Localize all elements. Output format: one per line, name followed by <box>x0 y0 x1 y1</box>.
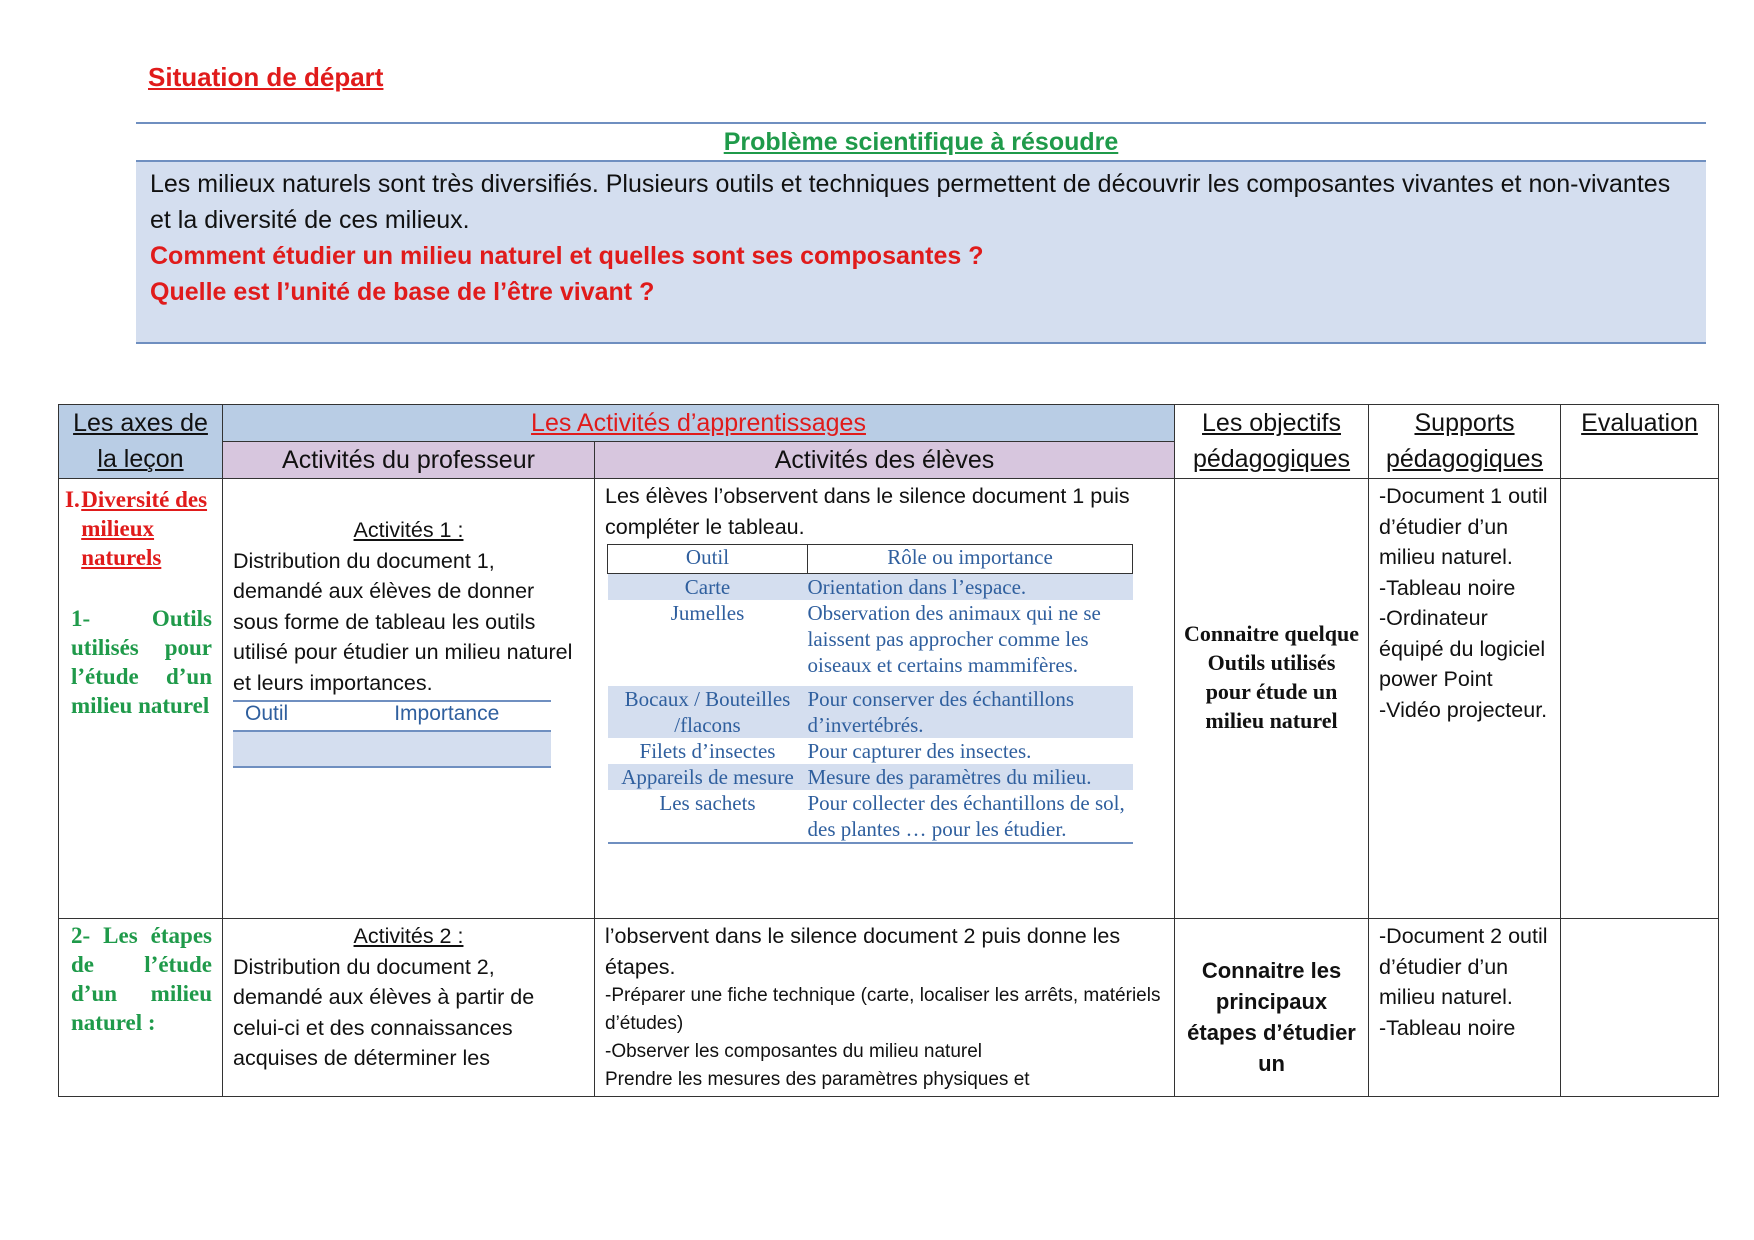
row1-objectif-text: Connaitre quelque Outils utilisés pour étude un milieu naturel <box>1184 621 1360 733</box>
support-item: -Vidéo projecteur. <box>1379 697 1548 722</box>
tool-role: Orientation dans l’espace. <box>808 574 1133 601</box>
problem-text: Les milieux naturels sont très diversifiés. Plusieurs outils et techniques permettent de découvrir les composantes vivantes et non-vivantes et la diversité de ces milieux. <box>150 170 1671 234</box>
mini-cell <box>233 731 343 767</box>
row1-axe-roman: I. <box>65 487 80 512</box>
row1-activite-title: Activités 1 : <box>353 518 464 542</box>
row1-activite-text: Distribution du document 1, demandé aux élèves de donner sous forme de tableau les outils utilisé pour étudier un milieu naturel et leurs importances. <box>233 548 573 695</box>
row1-eleves-text: Les élèves l’observent dans le silence document 1 puis compléter le tableau. <box>605 484 1130 539</box>
header-professeur: Activités du professeur <box>223 442 595 479</box>
row1-supports <box>1369 479 1561 919</box>
row2-axe-sub: 2- Les étapes de l’étude d’un milieu naturel : <box>71 923 212 1035</box>
header-objectifs: Les objectifs pédagogiques <box>1175 405 1369 479</box>
tools-row <box>608 600 1133 686</box>
tools-row <box>608 790 1133 843</box>
support-item: -Tableau noire <box>1379 1015 1516 1040</box>
mini-header-outil: Outil <box>233 701 343 731</box>
header-evaluation: Evaluation <box>1561 405 1719 479</box>
tool-name: Filets d’insectes <box>639 739 776 763</box>
problem-question-1: Comment étudier un milieu naturel et quelles sont ses composantes ? <box>150 242 984 270</box>
tool-name: Les sachets <box>608 790 808 843</box>
mini-header-importance: Importance <box>343 701 552 731</box>
tool-name: Bocaux / Bouteilles /flacons <box>608 686 808 738</box>
row2-eleves <box>595 919 1175 1097</box>
tools-row <box>608 686 1133 738</box>
tool-name: Appareils de mesure <box>608 764 808 790</box>
support-item: -Ordinateur équipé du logiciel power Point <box>1379 606 1546 691</box>
support-item: -Document 1 outil d’étudier d’un milieu naturel. <box>1379 484 1548 569</box>
header-activites: Les Activités d’apprentissages <box>223 405 1175 442</box>
header-axes: Les axes de la leçon <box>59 405 223 479</box>
row2-objectif <box>1175 919 1369 1097</box>
problem-body <box>136 162 1706 342</box>
support-item: -Tableau noire <box>1379 575 1516 600</box>
problem-question-2: Quelle est l’unité de base de l’être vivant ? <box>150 278 655 306</box>
row2-objectif-text: Connaitre les principaux étapes d’étudier un <box>1187 958 1356 1076</box>
row2-eleves-item: -Observer les composantes du milieu naturel <box>605 1041 983 1062</box>
tool-role: Pour capturer des insectes. <box>807 739 1032 763</box>
tool-role: Pour conserver des échantillons d’invertébrés. <box>808 686 1133 738</box>
problem-box <box>136 122 1706 344</box>
tools-header-role: Rôle ou importance <box>808 545 1133 574</box>
tool-role: Pour collecter des échantillons de sol, des plantes … pour les étudier. <box>808 790 1133 843</box>
tools-table <box>607 544 1133 844</box>
row2-supports <box>1369 919 1561 1097</box>
tools-row <box>608 764 1133 790</box>
row2-eleves-item: Prendre les mesures des paramètres physiques et <box>605 1069 1030 1090</box>
tools-header-outil: Outil <box>608 545 808 574</box>
tool-role: Mesure des paramètres du milieu. <box>808 764 1133 790</box>
row1-professeur <box>223 479 595 919</box>
problem-heading: Problème scientifique à résoudre <box>136 124 1706 162</box>
row1-evaluation <box>1561 479 1719 919</box>
support-item: -Document 2 outil d’étudier d’un milieu naturel. <box>1379 924 1548 1009</box>
header-supports: Supports pédagogiques <box>1369 405 1561 479</box>
mini-cell <box>343 731 552 767</box>
row2-axe <box>59 919 223 1097</box>
row2-professeur <box>223 919 595 1097</box>
tool-name: Jumelles <box>670 601 745 625</box>
row1-eleves <box>595 479 1175 919</box>
row2-eleves-text: l’observent dans le silence document 2 puis donne les étapes. <box>605 924 1121 979</box>
lesson-table <box>58 404 1719 1097</box>
header-eleves: Activités des élèves <box>595 442 1175 479</box>
tools-row <box>608 574 1133 601</box>
row1-axe-title: Diversité des milieux naturels <box>81 487 208 570</box>
row2-evaluation <box>1561 919 1719 1097</box>
tool-role: Observation des animaux qui ne se laissent pas approcher comme les oiseaux et certains mammifères. <box>807 601 1101 677</box>
row1-axe <box>59 479 223 919</box>
row1-objectif <box>1175 479 1369 919</box>
row2-activite-text: Distribution du document 2, demandé aux élèves à partir de celui-ci et des connaissances acquises de déterminer les <box>233 954 535 1070</box>
tool-name: Carte <box>608 574 808 601</box>
row2-activite-title: Activités 2 : <box>353 924 464 948</box>
row1-mini-table <box>233 700 551 768</box>
row2-eleves-item: -Préparer une fiche technique (carte, localiser les arrêts, matériels d’études) <box>605 985 1161 1034</box>
row1-axe-sub: 1- Outils utilisés pour l’étude d’un milieu naturel <box>71 606 212 718</box>
tools-row <box>608 738 1133 764</box>
situation-title: Situation de départ <box>148 62 384 92</box>
